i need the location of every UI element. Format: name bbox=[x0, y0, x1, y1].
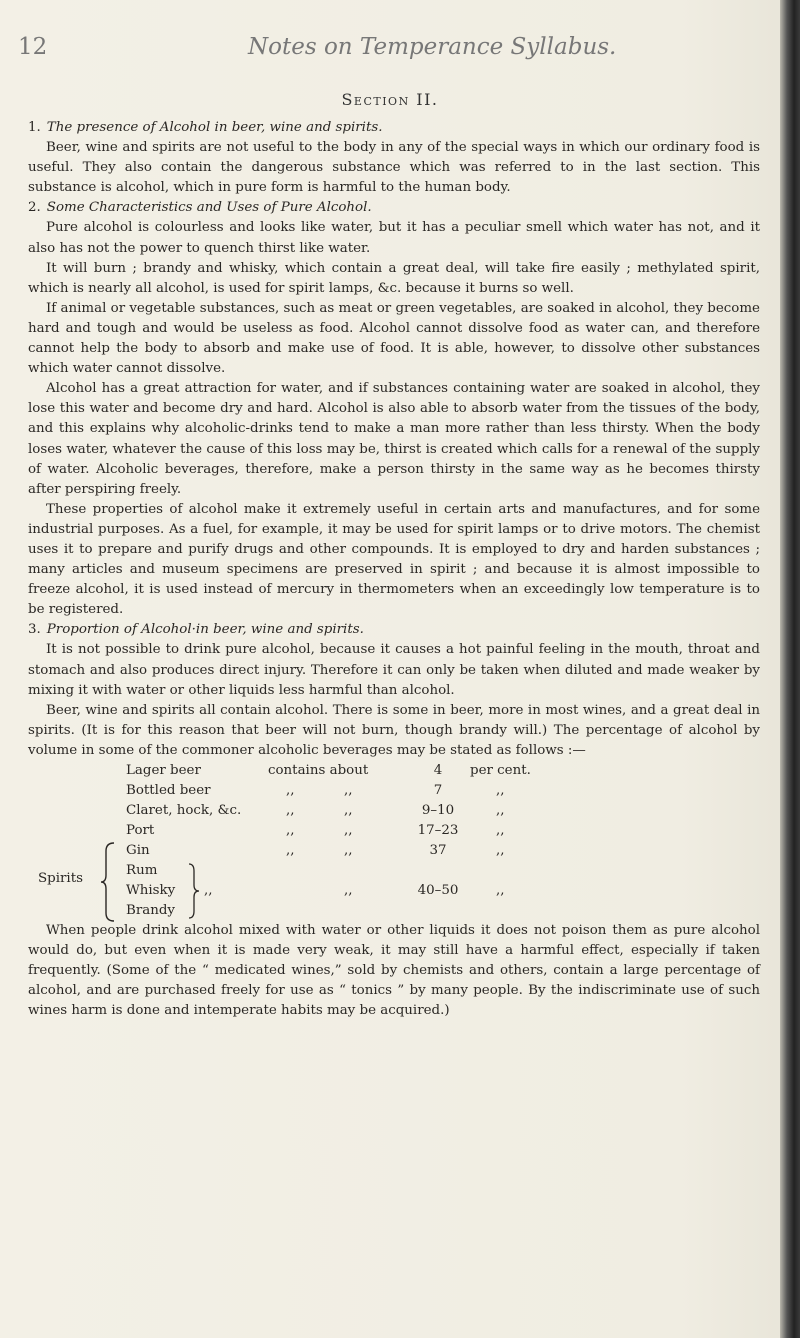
page-body bbox=[28, 118, 760, 1021]
running-title: Notes on Temperance Syllabus. bbox=[248, 34, 617, 60]
paragraph: Beer, wine and spirits are not useful to the body in any of the special ways in which our ordinary food is useful. They also contain the dangerous substance which was referred to in the last section. This substance is alcohol, which in pure form is harmful to the human body. bbox=[28, 140, 760, 196]
ditto-mark: ,, bbox=[344, 803, 353, 818]
ditto-mark: ,, bbox=[496, 883, 505, 898]
paragraph: It is not possible to drink pure alcohol, because it causes a hot painful feeling in the mouth, throat and stomach and also produces direct injury. Therefore it can only be taken when diluted and made weaker by mixing it with water or other liquids less harmful than alcohol. bbox=[28, 642, 760, 698]
subsection-1-title-text: The presence of Alcohol in beer, wine and spirits. bbox=[46, 120, 383, 135]
table-row bbox=[28, 821, 760, 841]
percent-value: 17–23 bbox=[417, 823, 459, 838]
table-row bbox=[28, 781, 760, 801]
beverage-name: Bottled beer bbox=[126, 783, 211, 798]
paragraph: Beer, wine and spirits all contain alcohol. There is some in beer, more in most wines, and a great deal in spirits. (It is for this reason that beer will not burn, though brandy will.) The percentage of alcohol by volume in some of the commoner alcoholic beverages may be stated as follows :— bbox=[28, 702, 760, 758]
subsection-2-number: 2. bbox=[28, 200, 41, 216]
beverage-name: Claret, hock, &c. bbox=[126, 803, 242, 818]
section-heading: Section II. bbox=[341, 90, 439, 109]
scan-edge bbox=[780, 0, 800, 1338]
ditto-mark: ,, bbox=[286, 803, 295, 818]
subsection-1-number: 1. bbox=[28, 120, 41, 135]
ditto-mark: ,, bbox=[204, 883, 213, 898]
ditto-mark: ,, bbox=[344, 843, 353, 858]
ditto-mark: ,, bbox=[496, 823, 505, 838]
ditto-mark: ,, bbox=[344, 783, 353, 798]
subsection-2-title-text: Some Characteristics and Uses of Pure Alcohol. bbox=[46, 200, 372, 216]
ditto-mark: ,, bbox=[344, 883, 353, 898]
table-row bbox=[28, 841, 760, 861]
paragraph: It will burn ; brandy and whisky, which contain a great deal, will take fire easily ; methylated spirit, which is nearly all alcohol, is used for spirit lamps, &c. because it burns so well. bbox=[28, 260, 760, 296]
subsection-3-title bbox=[28, 620, 760, 640]
percent-value: 37 bbox=[429, 843, 447, 858]
paragraph: If animal or vegetable substances, such as meat or green vegetables, are soaked in alcohol, they become hard and tough and would be useless as food. Alcohol cannot dissolve food as water can, and therefore cannot help the body to absorb and make use of food. It is able, however, to dissolve other substances which water cannot dissolve. bbox=[28, 300, 760, 377]
beverage-name: Brandy bbox=[126, 903, 175, 918]
running-head bbox=[0, 34, 780, 74]
spirits-label: Spirits bbox=[38, 871, 83, 886]
beverage-name: Port bbox=[126, 823, 155, 838]
paragraph: When people drink alcohol mixed with water or other liquids it does not poison them as pure alcohol would do, but even when it is made very weak, it may still have a harmful effect, especially if taken frequently. (Some of the “ medicated wines,” sold by chemists and others, contain a large percentage of alcohol, and are purchased freely for use as “ tonics ” by many people. By the indiscriminate use of such wines harm is done and intemperate habits may be acquired.) bbox=[28, 923, 760, 1019]
percent-unit: per cent. bbox=[470, 763, 531, 778]
paragraph: Alcohol has a great attraction for water, and if substances containing water are soaked in alcohol, they lose this water and become dry and hard. Alcohol is also able to absorb water from the tissues of the body, and this explains why alcoholic-drinks tend to make a man more rather than less thirsty. When the body loses water, whatever the cause of this loss may be, thirst is created which calls for a renewal of the supply of water. Alcoholic beverages, therefore, make a person thirsty in the same way as he becomes thirsty after perspiring freely. bbox=[28, 381, 760, 497]
percent-value: 9–10 bbox=[421, 803, 455, 818]
paragraph: These properties of alcohol make it extremely useful in certain arts and manufactures, and for some industrial purposes. As a fuel, for example, it may be used for spirit lamps or to drive motors. The chemist uses it to prepare and purify drugs and other compounds. It is employed to dry and harden substances ; many articles and museum specimens are preserved in spirit ; and because it is almost impossible to freeze alcohol, it is used instead of mercury in thermometers when an exceedingly low temperature is to be registered. bbox=[28, 501, 760, 618]
beverage-name: Lager beer bbox=[126, 763, 201, 778]
subsection-3-number: 3. bbox=[28, 622, 41, 638]
subsection-3-title-text: Proportion of Alcohol·in beer, wine and spirits. bbox=[46, 622, 364, 638]
ditto-mark: ,, bbox=[344, 823, 353, 838]
subsection-2-title bbox=[28, 198, 760, 218]
ditto-mark: ,, bbox=[496, 803, 505, 818]
page-number: 12 bbox=[18, 34, 48, 60]
ditto-mark: ,, bbox=[286, 783, 295, 798]
beverage-name: Gin bbox=[126, 843, 150, 858]
ditto-mark: ,, bbox=[286, 843, 295, 858]
beverage-name: Whisky bbox=[126, 883, 176, 898]
percent-value: 4 bbox=[433, 763, 443, 778]
ditto-mark: ,, bbox=[496, 783, 505, 798]
alcohol-percentage-table bbox=[28, 761, 760, 921]
table-row bbox=[28, 761, 760, 781]
ditto-mark: ,, bbox=[496, 843, 505, 858]
table-row bbox=[28, 801, 760, 821]
contains-about: contains about bbox=[268, 763, 369, 778]
beverage-name: Rum bbox=[126, 863, 158, 878]
subsection-1-title bbox=[28, 118, 760, 138]
percent-value: 7 bbox=[433, 783, 443, 798]
paragraph: Pure alcohol is colourless and looks like water, but it has a peculiar smell which water has not, and it also has not the power to quench thirst like water. bbox=[28, 220, 760, 256]
percent-value: 40–50 bbox=[417, 883, 459, 898]
ditto-mark: ,, bbox=[286, 823, 295, 838]
group-brace bbox=[188, 863, 200, 919]
